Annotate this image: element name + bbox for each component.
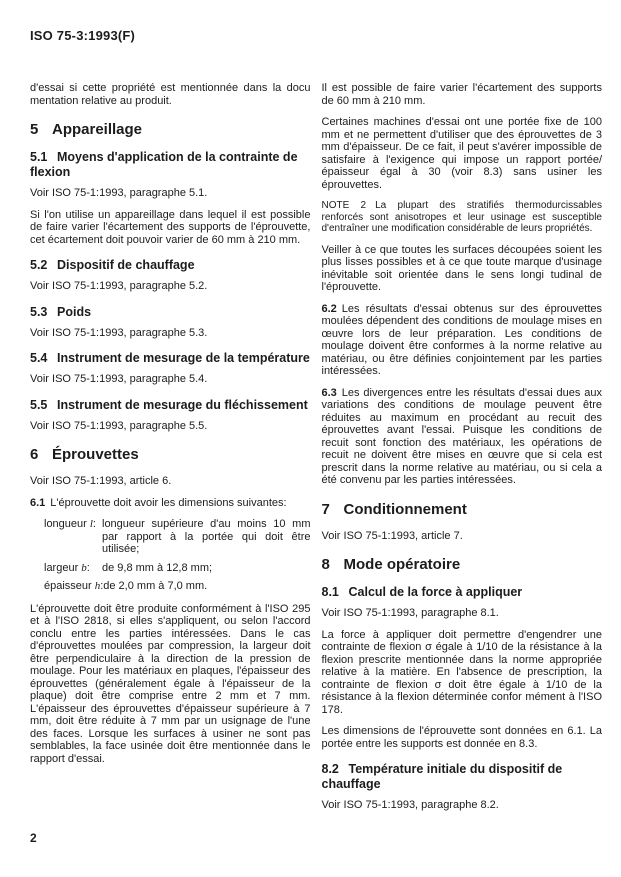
dimension-value: de 9,8 mm à 12,8 mm; — [102, 561, 213, 574]
clause-text: Les divergences entre les résultats d'essai dues aux variations des conditions de moulage peuvent être réduites au maximum en procédant au recuit des éprouvettes avant l'essai. Puisque les conditions de recuit sont fonction des matériaux, les opérations de recuit ne doivent être mises en œuvre que si cela est prescrit dans la norme relative au matériau, ou si cela a été convenu par les parties intéressées. — [321, 386, 602, 486]
dimension-colon: : — [92, 518, 96, 530]
section-heading-5-4 — [30, 351, 311, 366]
voir-reference-8-1: Voir ISO 75-1:1993, paragraphe 8.1. — [321, 607, 499, 619]
section-title: Dispositif de chauffage — [57, 258, 195, 272]
section-number: 5.5 — [30, 397, 48, 412]
section-heading-5-3 — [30, 305, 311, 320]
section-title: Moyens d'application de la contrainte de flexion — [30, 150, 298, 179]
paragraph-8-1-force: La force à appliquer doit permettre d'engendrer une contrainte de flexion σ égale à 1/10 de la résistance à la flexion prescrite mentionnée dans la norme appropriée relative à la matière. En l'absence de prescription, la contrainte de flexion σ doit être égale à 1/10 de la résistance à la flexion déterminée confor mément à l'ISO 178. — [321, 628, 602, 716]
section-number: 8 — [321, 556, 330, 573]
section-title: Éprouvettes — [52, 446, 139, 463]
note-label: NOTE 2 — [321, 200, 367, 211]
section-title: Conditionnement — [343, 500, 467, 518]
section-title: Poids — [57, 304, 92, 319]
voir-reference-5-2: Voir ISO 75-1:1993, paragraphe 5.2. — [30, 280, 208, 292]
section-title: Instrument de mesurage du fléchissement — [57, 397, 308, 412]
column-left — [30, 82, 311, 821]
section-title: Instrument de mesurage de la température — [57, 351, 310, 365]
voir-reference-5-3: Voir ISO 75-1:1993, paragraphe 5.3. — [30, 326, 208, 339]
dimension-label — [44, 518, 102, 556]
dimension-symbol: l — [89, 518, 93, 530]
two-column-layout — [30, 82, 602, 821]
section-heading-7 — [322, 501, 603, 518]
note-text: La plupart des stratifiés thermodurcissables renforcés sont anisotropes et leur usinage est susceptible d'entraîner une modification considérable de leurs propriétés. — [321, 200, 602, 234]
paragraph-6-3 — [322, 387, 603, 487]
section-heading-5-1 — [30, 150, 311, 180]
dimension-label — [44, 562, 102, 575]
section-heading-5-5 — [30, 398, 311, 413]
clause-number: 6.2 — [321, 302, 337, 315]
section-number: 7 — [321, 500, 330, 518]
section-number: 8.1 — [321, 585, 339, 599]
document-header: ISO 75-3:1993(F) — [30, 28, 136, 43]
section-number: 8.2 — [321, 762, 339, 776]
clause-text: Les résultats d'essai obtenus sur des éprouvettes moulées dépendent des conditions de moulage mises en œuvre lors de leur préparation. Les conditions de moulage doivent être conformes à la norme relative au matériau, ou être définies conjointement par les parties intéressées. — [321, 302, 602, 377]
voir-reference-7: Voir ISO 75-1:1993, article 7. — [321, 529, 463, 542]
voir-reference-5-5: Voir ISO 75-1:1993, paragraphe 5.5. — [30, 419, 208, 432]
dimension-symbol: b — [81, 561, 87, 574]
paragraph-supports: Il est possible de faire varier l'écartement des supports de 60 mm à 210 mm. — [321, 82, 602, 107]
paragraph-6-2 — [322, 303, 603, 378]
dimension-list — [44, 518, 311, 593]
section-title: Mode opératoire — [343, 556, 461, 573]
dimension-width — [44, 562, 311, 575]
section-number: 5.3 — [30, 304, 48, 319]
dimension-colon: : — [100, 580, 104, 592]
section-heading-6 — [30, 446, 311, 463]
section-title: Température initiale du dispositif de chauffage — [321, 762, 563, 791]
dimension-value: longueur supérieure d'au moins 10 mm par rapport à la portée qui doit être utilisée; — [102, 518, 311, 555]
dimension-word: largeur — [44, 561, 79, 574]
dimension-label — [44, 580, 103, 593]
page-number: 2 — [30, 831, 37, 845]
dimension-colon: : — [86, 561, 90, 574]
column-right — [322, 82, 603, 821]
paragraph-5-1: Si l'on utilise un appareillage dans lequel il est possible de faire varier l'écartement des supports de l'éprouvette, cet écartement doit pouvoir varier de 60 mm à 210 mm. — [30, 208, 311, 246]
clause-number: 6.1 — [30, 496, 46, 509]
section-heading-8-2 — [322, 762, 603, 792]
section-number: 5.1 — [30, 150, 48, 164]
voir-reference-8-2: Voir ISO 75-1:1993, paragraphe 8.2. — [321, 799, 499, 811]
intro-paragraph: d'essai si cette propriété est mentionnée dans la docu mentation relative au produit. — [30, 82, 311, 107]
dimension-value: de 2,0 mm à 7,0 mm. — [103, 580, 208, 592]
paragraph-machines: Certaines machines d'essai ont une portée fixe de 100 mm et ne permettent d'utiliser que des éprouvettes de 3 mm d'épaisseur. De ce fait, il peut s'avérer impossible de satisfaire à l'exigence qui impose un rapport portée/épaisseur égal à 30 (voir 8.3) sans usiner les éprouvettes. — [321, 116, 602, 191]
section-heading-5 — [30, 121, 311, 138]
note-2 — [322, 200, 603, 235]
paragraph-surfaces: Veiller à ce que toutes les surfaces découpées soient les plus lisses possibles et à ce que toute marque d'usinage inévitable soit orientée dans le sens longi tudinal de l'éprouvette. — [321, 243, 602, 293]
clause-number: 6.3 — [321, 386, 337, 399]
section-number: 5 — [30, 121, 39, 138]
dimension-symbol: h — [94, 580, 101, 592]
section-heading-5-2 — [30, 258, 311, 273]
section-number: 6 — [30, 446, 39, 463]
section-number: 5.2 — [30, 258, 48, 272]
section-number: 5.4 — [30, 351, 48, 365]
section-heading-8 — [322, 556, 603, 573]
paragraph-8-1-dimensions: Les dimensions de l'éprouvette sont données en 6.1. La portée entre les supports est donnée en 8.3. — [321, 725, 602, 750]
clause-text: L'éprouvette doit avoir les dimensions suivantes: — [50, 496, 287, 509]
dimension-length — [44, 518, 311, 556]
dimension-word: épaisseur — [44, 580, 92, 592]
paragraph-6-1-intro — [30, 497, 311, 510]
voir-reference-5-1: Voir ISO 75-1:1993, paragraphe 5.1. — [30, 187, 208, 199]
dimension-thickness — [44, 580, 311, 593]
section-title: Appareillage — [52, 121, 143, 138]
voir-reference-5-4: Voir ISO 75-1:1993, paragraphe 5.4. — [30, 373, 208, 385]
dimension-word: longueur — [44, 518, 87, 530]
section-title: Calcul de la force à appliquer — [348, 585, 523, 599]
section-heading-8-1 — [322, 585, 603, 600]
voir-reference-6: Voir ISO 75-1:1993, article 6. — [30, 475, 172, 487]
paragraph-6-1-body: L'éprouvette doit être produite conformément à l'ISO 295 et à l'ISO 2818, si elles s'appliquent, ou selon l'accord conclu entre les parties intéressées. Dans le cas d'éprouvettes moulées par compression, la largeur doit être perpendiculaire à la direction de la pression de moulage. Pour les matériaux en plaques, l'épaisseur des éprouvettes (généralement égale à l'épaisseur de la plaque) doit être comprise entre 2 mm et 7 mm. L'épaisseur des éprouvettes d'épaisseur supérieure à 7 mm, doit être réduite à 7 mm par un usignage de l'une des faces. Lorsque les surfaces à usiner ne sont pas semblables, la face usinée doit être mentionnée dans le rapport d'essai. — [30, 602, 311, 765]
